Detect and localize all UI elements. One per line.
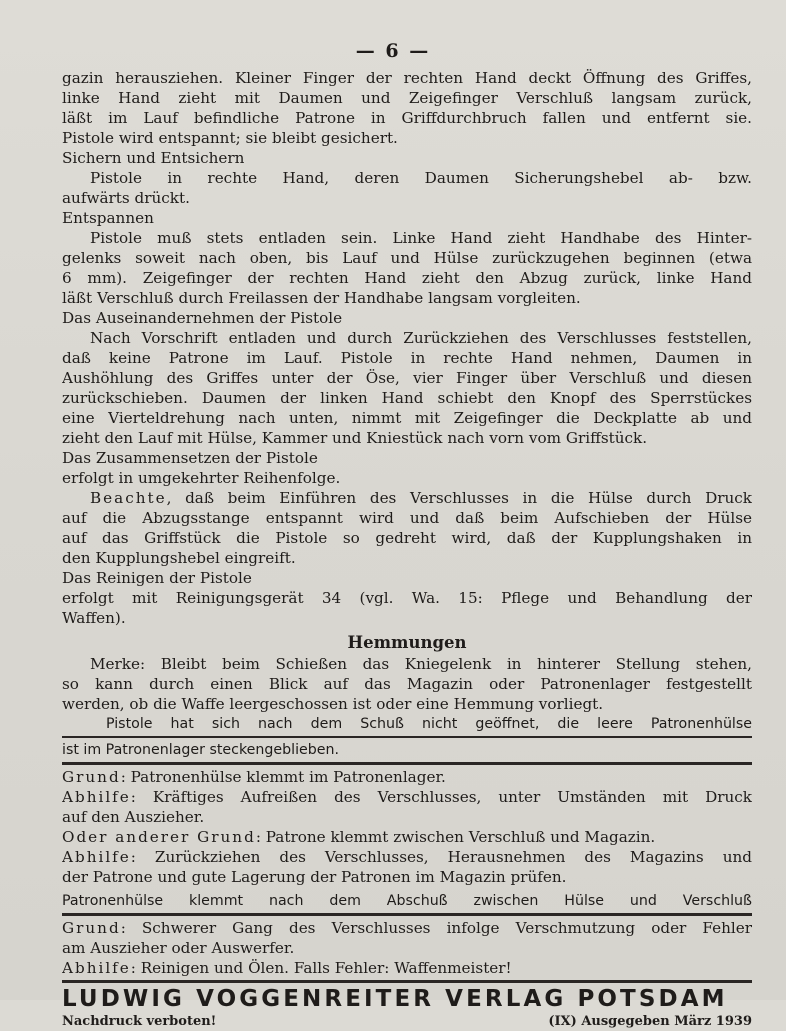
reprint-notice: Nachdruck verboten! (62, 1014, 217, 1029)
label-abhilfe: Abhilfe (62, 959, 131, 977)
divider (62, 762, 752, 765)
text-span: , daß beim Einführen des Verschlusses in die Hülse durch Druck (166, 489, 752, 507)
text-span: : Zurückziehen des Verschlusses, Herausnehmen des Magazins und (130, 848, 752, 866)
text-line: werden, ob die Waffe leergeschossen ist oder eine Hemmung vorliegt. (62, 695, 604, 713)
text-line: läßt Verschluß durch Freilassen der Handhabe langsam vorgleiten. (62, 289, 581, 307)
text-line: auf das Griffstück die Pistole so gedreht wird, daß der Kupplungshaken in (62, 529, 752, 547)
text-line: zurückschieben. Daumen der linken Hand schiebt den Knopf des Sperrstückes (62, 389, 752, 407)
footer-divider (62, 980, 752, 983)
publisher-name: LUDWIG VOGGENREITER VERLAG POTSDAM (62, 986, 728, 1012)
divider (62, 913, 752, 916)
text-line: Pistole muß stets entladen sein. Linke Hand zieht Handhabe des Hinter- (90, 229, 752, 247)
text-line: aufwärts drückt. (62, 189, 190, 207)
text-line: am Auszieher oder Auswerfer. (62, 939, 295, 957)
label-abhilfe: Abhilfe (62, 848, 131, 866)
text-line: eine Vierteldrehung nach unten, nimmt mit Zeigefinger die Deckplatte ab und (62, 409, 752, 427)
issue-date: (IX) Ausgegeben März 1939 (548, 1014, 752, 1029)
text-span: : Patronenhülse klemmt im Patronenlager. (120, 768, 446, 786)
divider (62, 736, 752, 738)
cause-line (62, 918, 752, 938)
label-anderer-grund: Oder anderer Grund (62, 828, 256, 846)
section-heading: Das Zusammensetzen der Pistole (62, 449, 318, 467)
page-content (62, 68, 752, 1031)
text-span: : Reinigen und Ölen. Falls Fehler: Waffenmeister! (130, 959, 512, 977)
text-line: gazin herausziehen. Kleiner Finger der rechten Hand deckt Öffnung des Griffes, (62, 69, 752, 87)
text-line: Pistole in rechte Hand, deren Daumen Sicherungshebel ab- bzw. (90, 169, 752, 187)
footer-row (62, 1013, 752, 1031)
text-line: läßt im Lauf befindliche Patrone in Griffdurchbruch fallen und entfernt sie. (62, 109, 752, 127)
text-line: den Kupplungshebel eingreift. (62, 549, 296, 567)
emphasis-merke: Merke: (90, 655, 146, 673)
cause-line (62, 767, 752, 787)
text-line: Waffen). (62, 609, 126, 627)
text-line: erfolgt in umgekehrter Reihenfolge. (62, 469, 341, 487)
malfunction-title-1-cont: ist im Patronenlager steckengeblieben. (62, 742, 339, 758)
text-line: Aushöhlung des Griffes unter der Öse, vier Finger über Verschluß und diesen (62, 369, 752, 387)
text-span: : Kräftiges Aufreißen des Verschlusses, unter Umständen mit Druck (130, 788, 752, 806)
section-heading: Entspannen (62, 209, 154, 227)
remedy-line (62, 787, 752, 807)
text-line: daß keine Patrone im Lauf. Pistole in rechte Hand nehmen, Daumen in (62, 349, 752, 367)
text-line: auf den Auszieher. (62, 808, 205, 826)
text-span: : Patrone klemmt zwischen Verschluß und Magazin. (255, 828, 656, 846)
text-line (62, 488, 752, 508)
text-line: der Patrone und gute Lagerung der Patronen im Magazin prüfen. (62, 868, 567, 886)
text-line: so kann durch einen Blick auf das Magazin oder Patronenlager festgestellt (62, 675, 752, 693)
text-line: linke Hand zieht mit Daumen und Zeigefinger Verschluß langsam zurück, (62, 89, 752, 107)
cause-line (62, 827, 752, 847)
text-line: auf die Abzugsstange entspannt wird und daß beim Aufschieben der Hülse (62, 509, 752, 527)
remedy-line (62, 847, 752, 867)
text-line: gelenks soweit nach oben, bis Lauf und Hülse zurückzugehen beginnen (etwa (62, 249, 752, 267)
malfunction-title-2: Patronenhülse klemmt nach dem Abschuß zwischen Hülse und Verschluß (62, 893, 752, 909)
text-line (62, 654, 752, 674)
malfunction-title-1: Pistole hat sich nach dem Schuß nicht geöffnet, die leere Patronenhülse (106, 716, 752, 732)
section-heading: Das Reinigen der Pistole (62, 569, 252, 587)
text-line: Nach Vorschrift entladen und durch Zurückziehen des Verschlusses feststellen, (90, 329, 752, 347)
page-number: — 6 — (355, 40, 431, 62)
label-grund: Grund (62, 919, 121, 937)
text-span: : Schwerer Gang des Verschlusses infolge Verschmutzung oder Fehler (120, 919, 752, 937)
label-abhilfe: Abhilfe (62, 788, 131, 806)
remedy-line (62, 958, 752, 978)
text-span: Bleibt beim Schießen das Kniegelenk in hinterer Stellung stehen, (145, 655, 752, 673)
hemmungen-heading: Hemmungen (347, 633, 467, 652)
text-line: erfolgt mit Reinigungsgerät 34 (vgl. Wa. 15: Pflege und Behandlung der (62, 589, 752, 607)
label-grund: Grund (62, 768, 121, 786)
emphasis-beachte: Beachte (90, 489, 167, 507)
text-line: zieht den Lauf mit Hülse, Kammer und Kniestück nach vorn vom Griffstück. (62, 429, 648, 447)
text-line: 6 mm). Zeigefinger der rechten Hand zieht den Abzug zurück, linke Hand (62, 269, 752, 287)
section-heading: Das Auseinandernehmen der Pistole (62, 309, 343, 327)
section-heading: Sichern und Entsichern (62, 149, 245, 167)
text-line: Pistole wird entspannt; sie bleibt gesichert. (62, 129, 398, 147)
